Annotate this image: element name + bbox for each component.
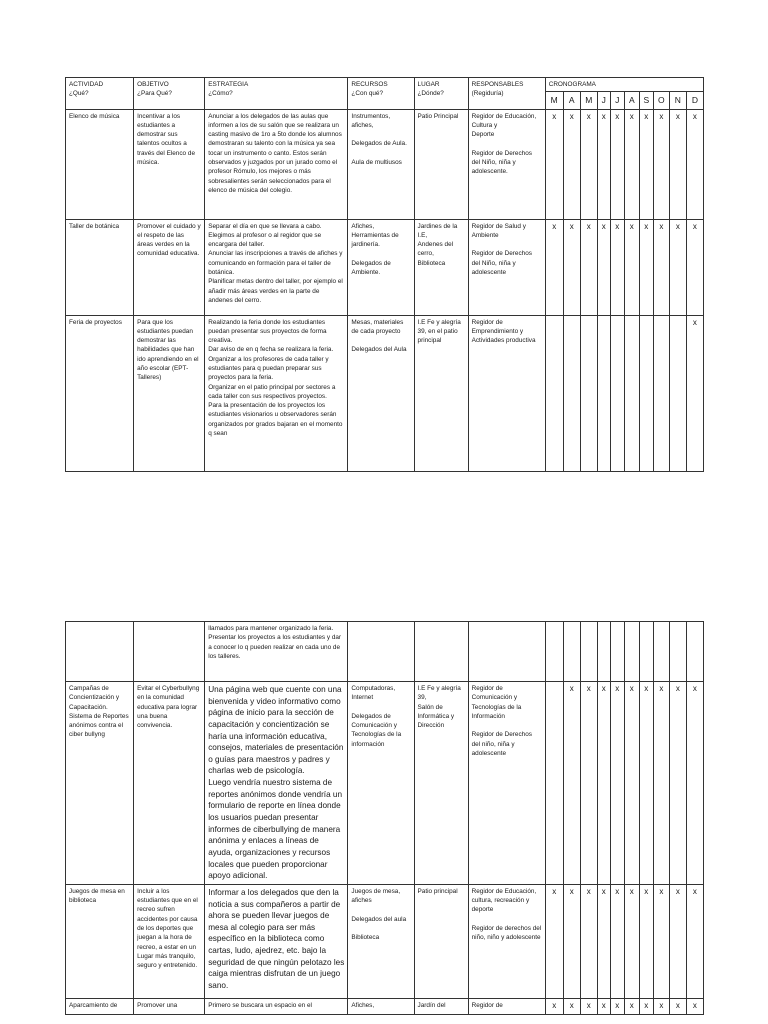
- schedule-mark: [563, 315, 580, 471]
- header-actividad: ACTIVIDAD ¿Qué?: [66, 78, 134, 110]
- schedule-mark: x: [563, 682, 580, 885]
- schedule-mark: x: [610, 219, 624, 315]
- schedule-mark: x: [597, 998, 610, 1014]
- schedule-mark: x: [563, 219, 580, 315]
- cell-actividad: Feria de proyectos: [66, 315, 134, 471]
- schedule-mark: [580, 622, 597, 682]
- schedule-mark: x: [624, 884, 639, 998]
- schedule-mark: x: [639, 884, 653, 998]
- header-lugar: LUGAR ¿Dónde?: [414, 78, 468, 110]
- schedule-mark: [545, 682, 563, 885]
- schedule-mark: x: [669, 682, 686, 885]
- month-header: O: [653, 92, 669, 109]
- schedule-mark: [624, 315, 639, 471]
- schedule-mark: x: [545, 998, 563, 1014]
- schedule-mark: x: [597, 219, 610, 315]
- schedule-mark: x: [624, 219, 639, 315]
- cell-lugar: [414, 622, 468, 682]
- header-estrategia: ESTRATEGIA ¿Cómo?: [205, 78, 348, 110]
- header-objetivo: OBJETIVO ¿Para Qué?: [134, 78, 205, 110]
- schedule-mark: x: [563, 998, 580, 1014]
- schedule-mark: x: [610, 682, 624, 885]
- schedule-mark: [545, 622, 563, 682]
- schedule-mark: x: [563, 884, 580, 998]
- month-header: M: [545, 92, 563, 109]
- cell-responsables: Regidor de Salud y Ambiente Regidor de Derechos del Niño, niña y adolescente: [468, 219, 545, 315]
- cell-recursos: Afiches, Herramientas de jardinería. Delegados de Ambiente.: [348, 219, 414, 315]
- schedule-mark: x: [653, 998, 669, 1014]
- cell-objetivo: Para que los estudiantes puedan demostrar las habilidades que han ido aprendiendo en el año escolar (EPT-Talleres): [134, 315, 205, 471]
- schedule-mark: x: [597, 109, 610, 219]
- schedule-mark: x: [639, 998, 653, 1014]
- cell-lugar: Jardines de la I.E, Andenes del cerro, Biblioteca: [414, 219, 468, 315]
- continuation-row: [66, 622, 704, 682]
- schedule-mark: x: [639, 682, 653, 885]
- cell-estrategia: Anunciar a los delegados de las aulas que informen a los de su salón que se realizara un casting masivo de 1ro a 5to donde los alumnos demostraran su talento con la música ya sea tocar un instrumento o canto. Estos serán observados y juzgados por un jurado como el profesor Rómulo, los mejores o más sobresalientes serán seleccionados para el elenco de música del colegio.: [205, 109, 348, 219]
- cell-responsables: Regidor de Emprendimiento y Actividades productiva: [468, 315, 545, 471]
- header-cronograma: CRONOGRAMA: [545, 78, 703, 92]
- schedule-mark: [563, 622, 580, 682]
- table-row: [66, 109, 704, 219]
- cell-recursos: [348, 622, 414, 682]
- cell-recursos: Juegos de mesa, afiches Delegados del aula Biblioteca: [348, 884, 414, 998]
- cell-objetivo: [134, 622, 205, 682]
- schedule-mark: x: [653, 219, 669, 315]
- month-header: M: [580, 92, 597, 109]
- schedule-mark: x: [580, 109, 597, 219]
- cell-objetivo: Incentivar a los estudiantes a demostrar sus talentos ocultos a través del Elenco de música.: [134, 109, 205, 219]
- cell-estrategia: Separar el día en que se llevara a cabo. Elegimos al profesor o al regidor que se encargara del taller. Anunciar las inscripciones a través de afiches y comunicando en formación para el taller de botánica. Planificar metas dentro del taller, por ejemplo el añadir más áreas verdes en la parte de andenes del cerro.: [205, 219, 348, 315]
- month-header: A: [563, 92, 580, 109]
- cell-estrategia: Informar a los delegados que den la noticia a sus compañeros a partir de ahora se pueden llevar juegos de mesa al colegio para ser más específico en la biblioteca como cartas, ludo, ajedrez, etc. bajo la seguridad de que ningún pelotazo les caiga mientras disfrutan de un juego sano.: [205, 884, 348, 998]
- cell-recursos: Afiches,: [348, 998, 414, 1014]
- month-header: J: [597, 92, 610, 109]
- schedule-mark: x: [669, 219, 686, 315]
- schedule-mark: [624, 622, 639, 682]
- schedule-mark: [610, 622, 624, 682]
- cell-estrategia: Realizando la feria donde los estudiantes puedan presentar sus proyectos de forma creativa. Dar aviso de en q fecha se realizara la feria. Organizar a los profesores de cada taller y estudiantes para q puedan preparar sus proyectos para la feria. Organizar en el patio principal por sectores a cada taller con sus respectivos proyectos. Para la presentación de los proyectos los estudiantes visionarios u observadores serán organizados por grados bajaran en el momento q sean: [205, 315, 348, 471]
- schedule-mark: x: [686, 998, 703, 1014]
- schedule-mark: [653, 622, 669, 682]
- schedule-mark: x: [597, 682, 610, 885]
- plan-table-page-1: [65, 77, 704, 472]
- month-header: D: [686, 92, 703, 109]
- cell-actividad: Juegos de mesa en biblioteca: [66, 884, 134, 998]
- schedule-mark: [597, 315, 610, 471]
- schedule-mark: x: [563, 109, 580, 219]
- cell-estrategia: Primero se buscara un espacio en el: [205, 998, 348, 1014]
- schedule-mark: [580, 315, 597, 471]
- schedule-mark: x: [597, 884, 610, 998]
- cell-objetivo: Evitar el Cyberbullyng en la comunidad educativa para lograr una buena convivencia.: [134, 682, 205, 885]
- schedule-mark: x: [624, 109, 639, 219]
- schedule-mark: x: [580, 884, 597, 998]
- header-row: [66, 78, 704, 92]
- schedule-mark: x: [545, 109, 563, 219]
- cell-recursos: Mesas, materiales de cada proyecto Delegados del Aula: [348, 315, 414, 471]
- schedule-mark: [686, 622, 703, 682]
- month-header: A: [624, 92, 639, 109]
- cell-recursos: Computadoras, Internet Delegados de Comunicación y Tecnologías de la información: [348, 682, 414, 885]
- schedule-mark: x: [639, 109, 653, 219]
- cell-responsables: Regidor de Educación, cultura, recreación y deporte Regidor de derechos del niño, niño y adolescente: [468, 884, 545, 998]
- schedule-mark: x: [653, 109, 669, 219]
- table-row: [66, 998, 704, 1014]
- schedule-mark: x: [610, 998, 624, 1014]
- schedule-mark: x: [580, 682, 597, 885]
- month-header: S: [639, 92, 653, 109]
- schedule-mark: x: [639, 219, 653, 315]
- cell-recursos: Instrumentos, afiches, Delegados de Aula. Aula de multiusos: [348, 109, 414, 219]
- schedule-mark: [610, 315, 624, 471]
- schedule-mark: x: [610, 884, 624, 998]
- cell-lugar: I.E Fe y alegría 39, Salón de Informática y Dirección: [414, 682, 468, 885]
- schedule-mark: x: [669, 998, 686, 1014]
- plan-table-page-2: [65, 621, 704, 1015]
- month-header: N: [669, 92, 686, 109]
- cell-actividad: Taller de botánica: [66, 219, 134, 315]
- schedule-mark: x: [686, 219, 703, 315]
- schedule-mark: x: [580, 998, 597, 1014]
- cell-actividad: Elenco de música: [66, 109, 134, 219]
- cell-actividad: Aparcamiento de: [66, 998, 134, 1014]
- schedule-mark: [639, 622, 653, 682]
- schedule-mark: x: [686, 884, 703, 998]
- cell-lugar: I.E Fe y alegría 39, en el patio principal: [414, 315, 468, 471]
- cell-lugar: Jardín del: [414, 998, 468, 1014]
- schedule-mark: x: [610, 109, 624, 219]
- schedule-mark: [669, 622, 686, 682]
- schedule-mark: [669, 315, 686, 471]
- schedule-mark: x: [624, 682, 639, 885]
- schedule-mark: x: [686, 109, 703, 219]
- table-row: [66, 315, 704, 471]
- table-row: [66, 682, 704, 885]
- cell-responsables: [468, 622, 545, 682]
- schedule-mark: x: [686, 315, 703, 471]
- cell-responsables: Regidor de Comunicación y Tecnologías de la Información Regidor de Derechos del niño, niña y adolescente: [468, 682, 545, 885]
- schedule-mark: [639, 315, 653, 471]
- header-responsables: RESPONSABLES (Regiduría): [468, 78, 545, 110]
- schedule-mark: x: [624, 998, 639, 1014]
- table-row: [66, 219, 704, 315]
- schedule-mark: x: [545, 219, 563, 315]
- cell-objetivo: Promover una: [134, 998, 205, 1014]
- cell-lugar: Patio principal: [414, 884, 468, 998]
- header-recursos: RECURSOS ¿Con qué?: [348, 78, 414, 110]
- cell-objetivo: Promover el cuidado y el respeto de las áreas verdes en la comunidad educativa.: [134, 219, 205, 315]
- schedule-mark: [653, 315, 669, 471]
- month-header: J: [610, 92, 624, 109]
- schedule-mark: x: [653, 884, 669, 998]
- schedule-mark: x: [580, 219, 597, 315]
- cell-responsables: Regidor de: [468, 998, 545, 1014]
- cell-objetivo: Incluir a los estudiantes que en el recreo sufren accidentes por causa de los deportes que juegan a la hora de recreo, a estar en un Lugar más tranquilo, seguro y entretenido.: [134, 884, 205, 998]
- cell-actividad: Campañas de Concientización y Capacitación. Sistema de Reportes anónimos contra el ciber bullyng: [66, 682, 134, 885]
- cell-responsables: Regidor de Educación, Cultura y Deporte Regidor de Derechos del Niño, niña y adolescente.: [468, 109, 545, 219]
- schedule-mark: x: [545, 884, 563, 998]
- schedule-mark: x: [653, 682, 669, 885]
- schedule-mark: x: [669, 884, 686, 998]
- cell-estrategia: Una página web que cuente con una bienvenida y video informativo como página de inicio para la sección de capacitación y concientización se haría una información educativa, consejos, materiales de presentación o guías para maestros y padres y charlas web de psicología. Luego vendría nuestro sistema de reportes anónimos donde vendría un formulario de reporte en línea donde los usuarios puedan presentar informes de ciberbullying de manera anónima y enlaces a líneas de ayuda, organizaciones y recursos locales que pueden proporcionar apoyo adicional.: [205, 682, 348, 885]
- schedule-mark: x: [669, 109, 686, 219]
- schedule-mark: [597, 622, 610, 682]
- cell-actividad: [66, 622, 134, 682]
- schedule-mark: [545, 315, 563, 471]
- cell-lugar: Patio Principal: [414, 109, 468, 219]
- schedule-mark: x: [686, 682, 703, 885]
- table-row: [66, 884, 704, 998]
- cell-estrategia: llamados para mantener organizado la feria. Presentar los proyectos a los estudiantes y dar a conocer lo q pueden realizar en cada uno de los talleres.: [205, 622, 348, 682]
